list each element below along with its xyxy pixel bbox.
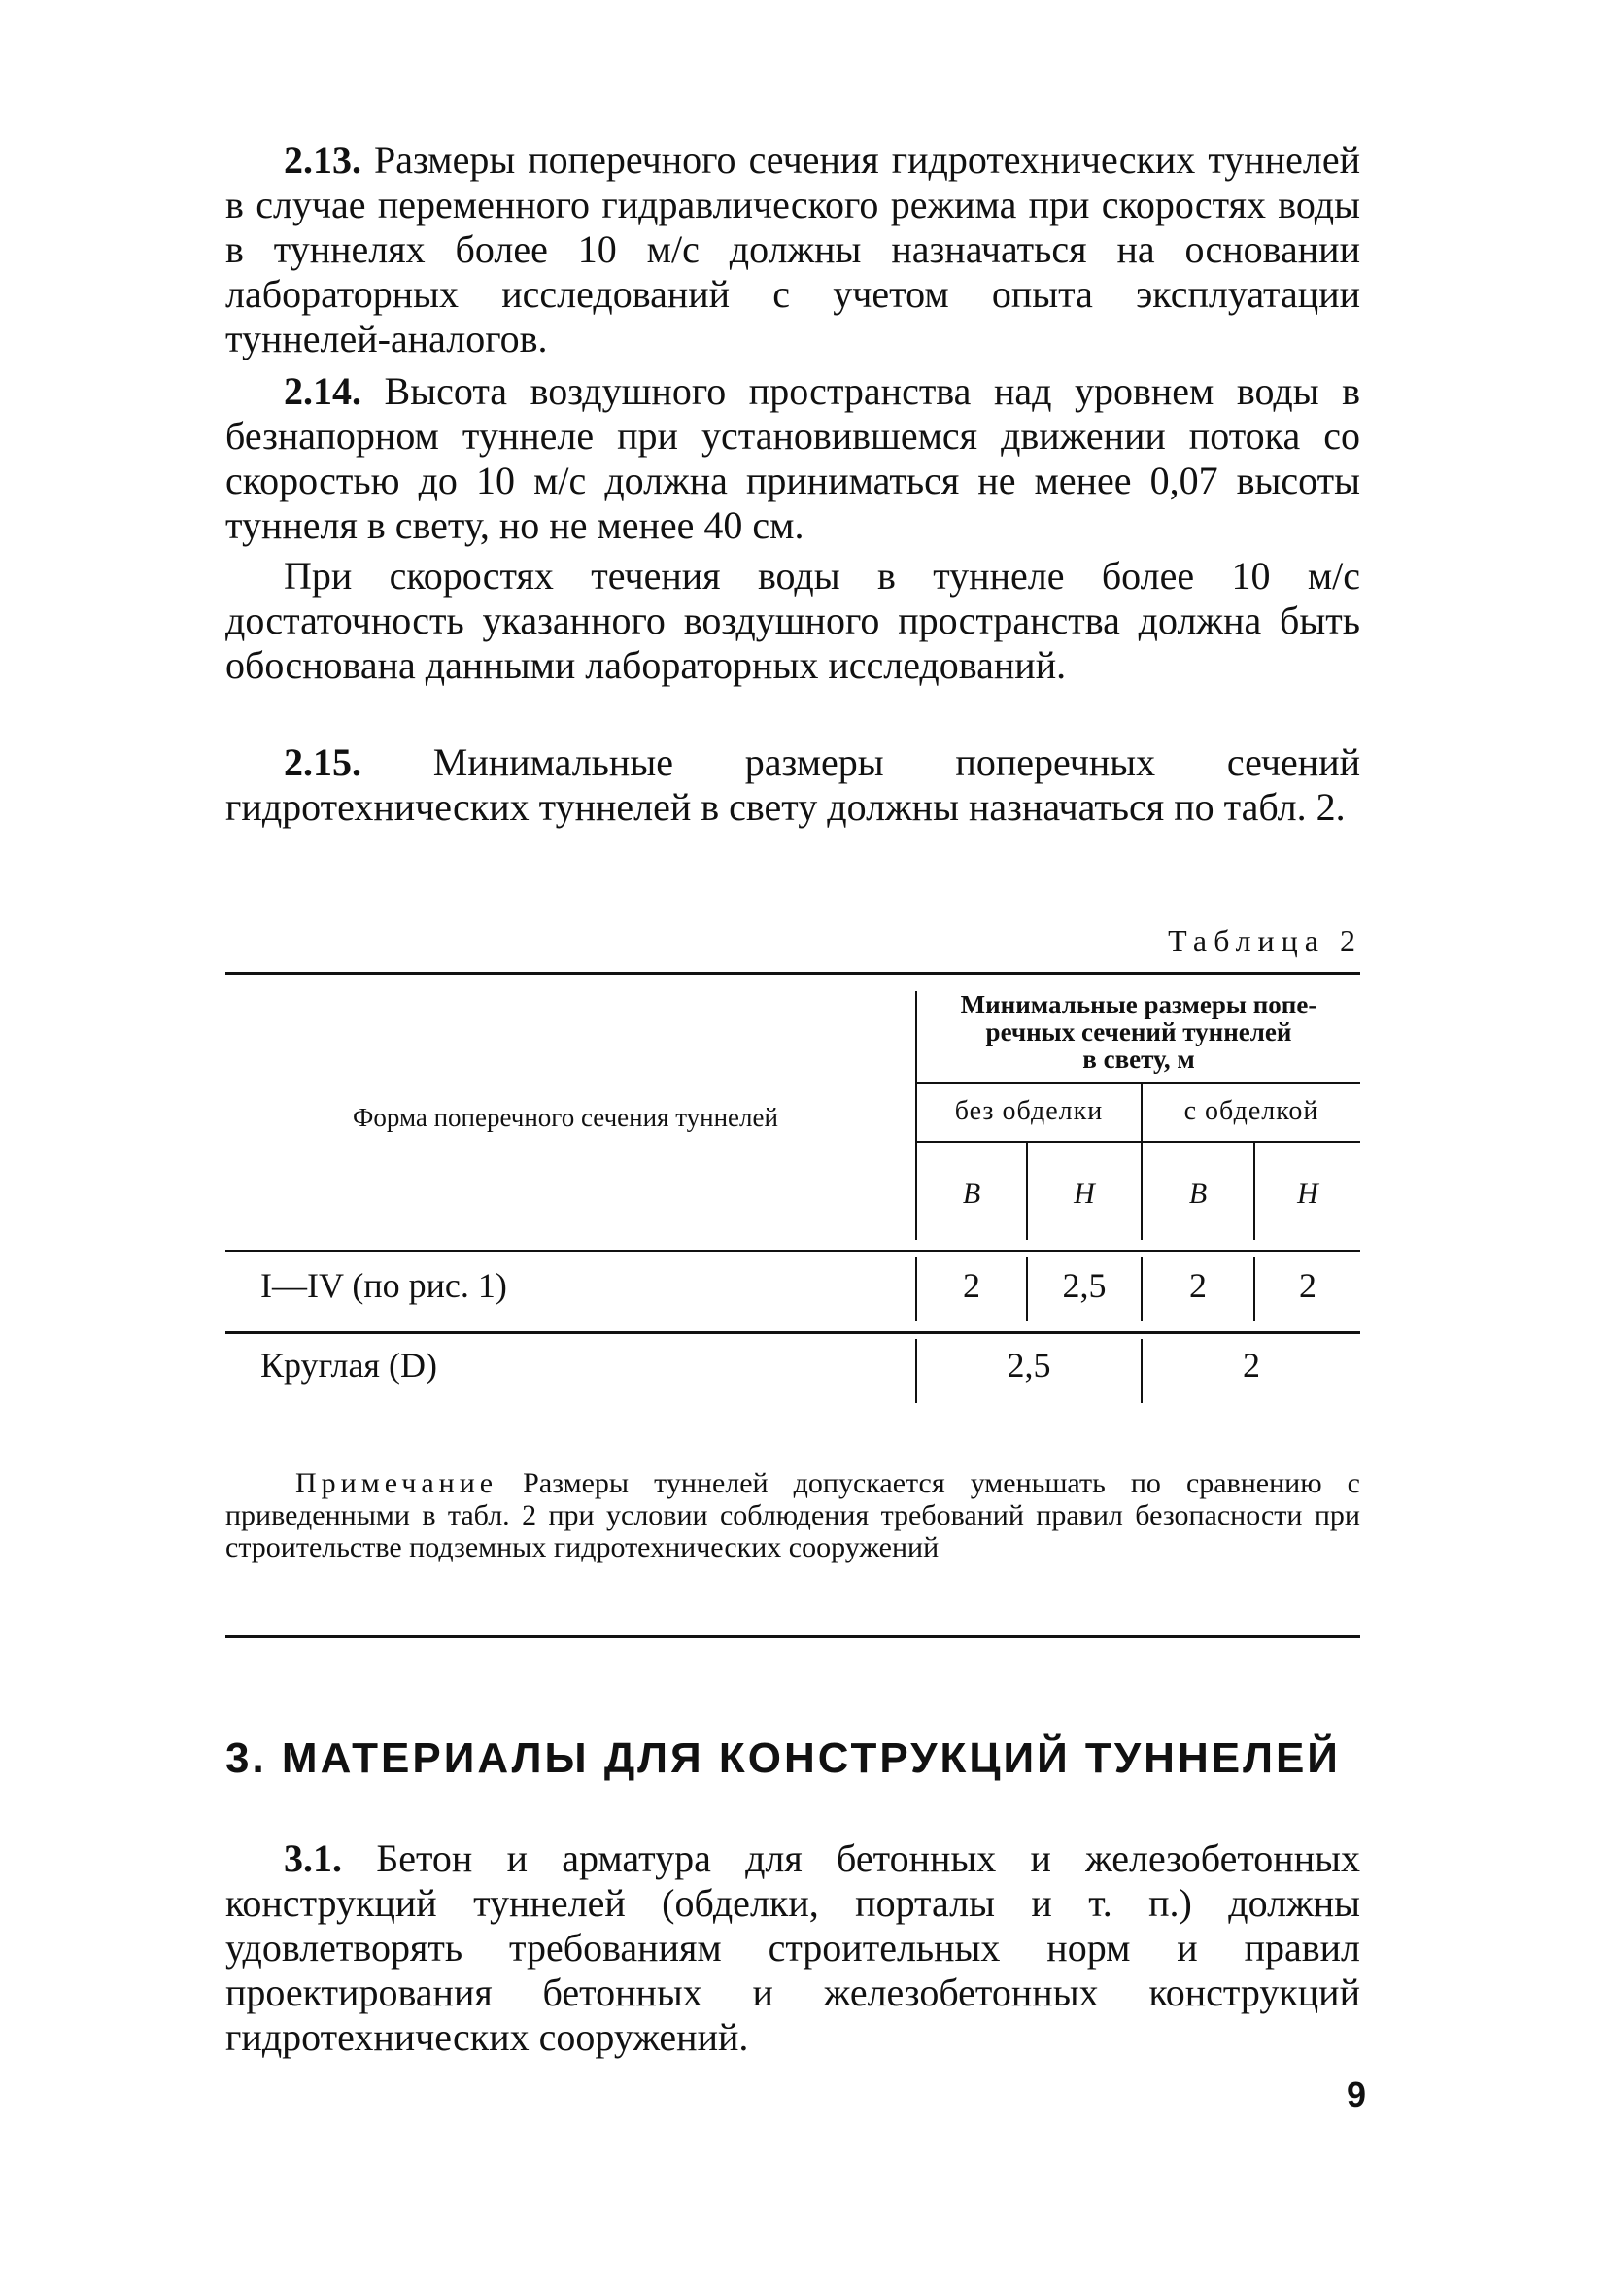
paragraph-text: При скоростях течения воды в туннеле более 10 м/с достаточность указанного воздушного пространства должна быть обоснована данными лабораторных исследований. [225, 554, 1360, 687]
row1-h-with: 2 [1299, 1266, 1316, 1305]
header-min-line: Минимальные размеры попе- [960, 990, 1317, 1019]
header-b-with: B [1188, 1178, 1208, 1210]
paragraph-2-13 [225, 138, 1360, 361]
paragraph-3-1 [225, 1836, 1360, 2060]
header-bottom-rule [225, 1250, 1360, 1252]
table-caption: Таблица 2 [1168, 923, 1362, 958]
section-heading: 3. МАТЕРИАЛЫ ДЛЯ КОНСТРУКЦИЙ ТУННЕЛЕЙ [225, 1734, 1341, 1782]
table-2 [225, 972, 1360, 1409]
header-with-lining: с обделкой [1183, 1096, 1319, 1126]
header-h-without: H [1074, 1178, 1095, 1210]
note-text: Размеры туннелей допускается уменьшать по сравнению с приведенными в табл. 2 при условии соблюдения требований правил безопасности при строительстве подземных гидротехнических сооружений [225, 1467, 1361, 1563]
table-top-rule [225, 972, 1360, 975]
header-b-without: B [962, 1178, 981, 1210]
paragraph-2-14-continued [225, 554, 1360, 688]
header-min-line: в свету, м [1082, 1045, 1195, 1074]
clause-number: 2.15. [284, 740, 361, 784]
note-bottom-rule [225, 1635, 1360, 1638]
header-form: Форма поперечного сечения туннелей [353, 1103, 778, 1132]
page-number: 9 [1347, 2074, 1367, 2114]
row2-with-lining: 2 [1243, 1346, 1260, 1385]
row1-h-without: 2,5 [1062, 1266, 1107, 1305]
paragraph-text: Высота воздушного пространства над уровнем воды в безнапорном туннеле при установившемся движении потока со скоростью до 10 м/с должна приниматься не менее 0,07 высоты туннеля в свету, но не менее 40 см. [225, 369, 1361, 547]
row2-form: Круглая (D) [260, 1346, 437, 1385]
paragraph-text: Минимальные размеры поперечных сечений гидротехнических туннелей в свету должны назначаться по табл. 2. [225, 740, 1360, 829]
note-label: Примечание [295, 1467, 498, 1499]
clause-number: 2.13. [284, 138, 361, 182]
clause-number: 3.1. [284, 1836, 342, 1880]
row2-without-lining: 2,5 [1007, 1346, 1051, 1385]
header-min-sizes [917, 991, 1360, 1073]
paragraph-2-15 [225, 740, 1360, 830]
paragraph-text: Бетон и арматура для бетонных и железобетонных конструкций туннелей (обделки, порталы и т. п.) должны удовлетворять требованиям строительных норм и правил проектирования бетонных и железобетонных конструкций гидротехнических сооружений. [225, 1836, 1360, 2059]
header-h-with: H [1297, 1178, 1318, 1210]
row1-form: I—IV (по рис. 1) [260, 1266, 507, 1305]
header-min-line: речных сечений туннелей [985, 1017, 1292, 1046]
row1-b-without: 2 [963, 1266, 980, 1305]
row1-b-with: 2 [1189, 1266, 1207, 1305]
paragraph-text: Размеры поперечного сечения гидротехнических туннелей в случае переменного гидравлического режима при скоростях воды в туннелях более 10 м/с должны назначаться на основании лабораторных исследований с учетом опыта эксплуатации туннелей-аналогов. [225, 138, 1360, 360]
clause-number: 2.14. [284, 369, 361, 413]
header-rule-sub [915, 1141, 1360, 1143]
table-note [225, 1467, 1360, 1563]
paragraph-2-14 [225, 369, 1360, 548]
header-rule-group [915, 1082, 1360, 1084]
header-without-lining: без обделки [954, 1096, 1104, 1126]
row-divider-rule [225, 1331, 1360, 1334]
